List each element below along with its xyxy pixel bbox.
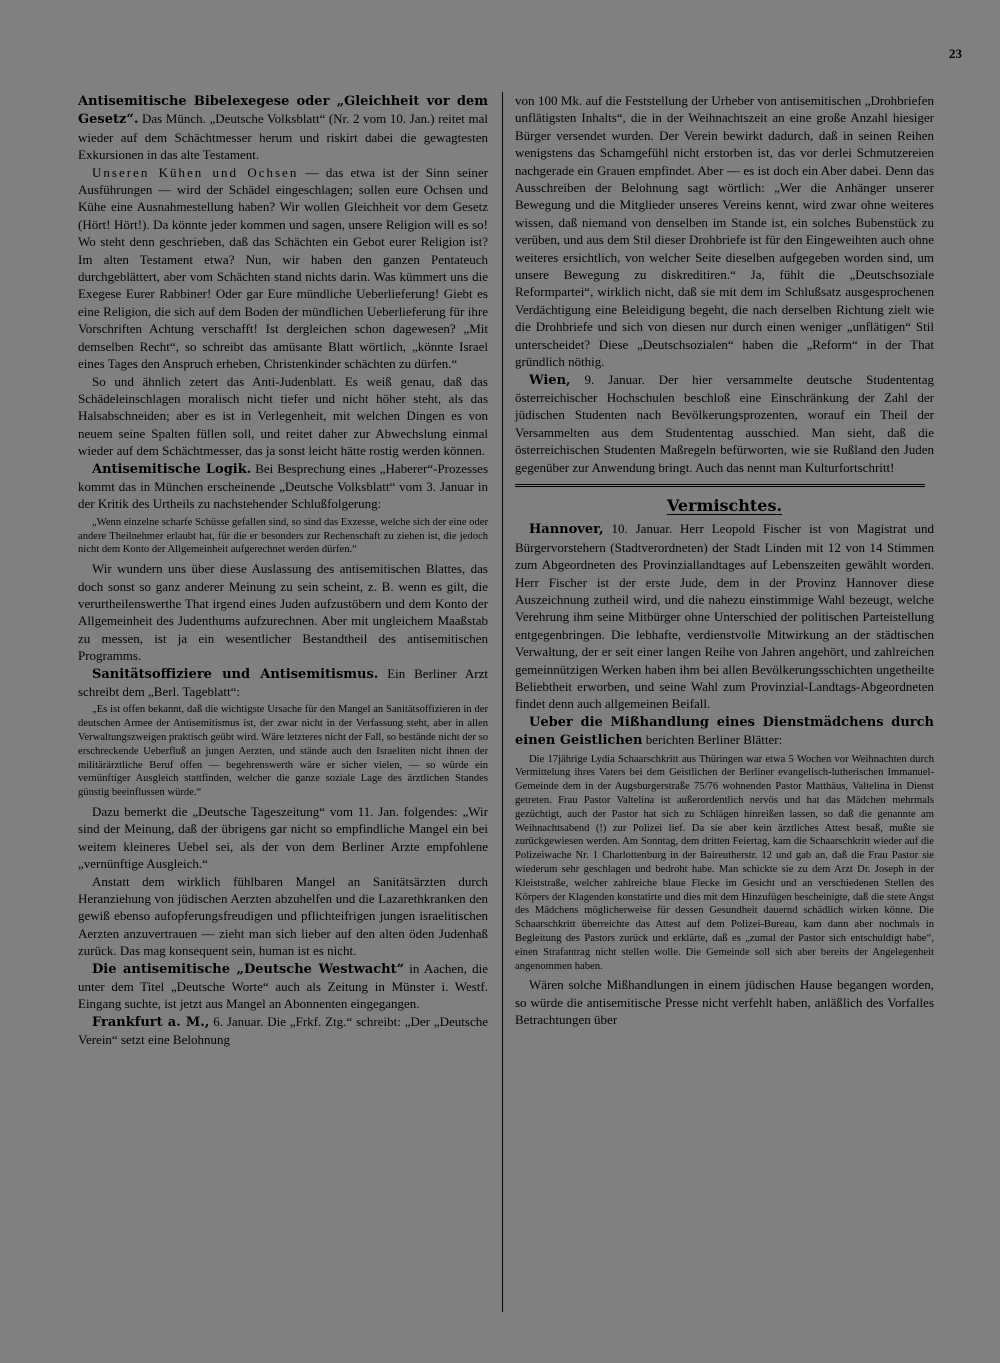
article-text: in Aachen, die unter dem Titel „Deutsche Worte“ auch als Zeitung in Münster i. Westf. Eingang suchte, ist jetzt aus Mangel an Abonnenten eingegangen.	[78, 960, 488, 1012]
section-title: Vermischtes.	[666, 495, 783, 515]
article-heading: Hannover,	[529, 522, 604, 538]
article-heading: Die antisemitische „Deutsche Westwacht“	[92, 961, 405, 977]
section-divider	[515, 484, 925, 487]
article-heading: Ueber die Mißhandlung eines Dienstmädchens durch einen Geistlichen	[515, 714, 934, 749]
article-hannover	[515, 520, 934, 712]
article-bibelexegese	[78, 92, 488, 164]
block-quote: Die 17jährige Lydia Schaarschkritt aus Thüringen war etwa 5 Wochen vor Weihnachten durch Vermittelung ihres Vaters bei dem Geistlichen der Berliner evangelisch-lutherischen Immanuel-Gemeinde dem in der Augsburgerstraße 75/76 wohnenden Pastor Matthäus, Valtelina in Dienst getreten. Frau Pastor Valtelina ist außerordentlich nervös und hat das Mädchen mehrmals gezüchtigt, auch der Pastor hat sich zu Schlägen hinreißen lassen, so daß die genannte am Weihnachtsabend (!) zur Polizei lief. Da sie aber kein ärztliches Attest besaß, mußte sie zurückgewiesen werden. Am Sonntag, dem dritten Feiertag, kam die Schaarschkritt wieder auf die Polizeiwache Nr. 1 Charlottenburg in der Baireutherstr. 12 und gab an, daß die Frau Pastor sie wiederum sehr geschlagen und bedroht habe. Man schickte sie zu dem Arzt Dr. Joseph in der Kleiststraße, welcher zahlreiche blaue Flecke im Gesicht und an verschiedenen Stellen des Körpers der Klagenden konstatirte und dies mit dem Hinzufügen bescheinigte, daß die stete Angst des Mädchens möglicherweise für dessen Gesundheit dauernd schädlich wirken könne. Die Schaarschkritt überreichte das Attest auf dem Polizei-Bureau, kam dann aber nochmals in Begleitung des Pastors zurück und erklärte, daß es „zumal der Pastor sich entschuldigt habe“, einen Strafantrag nicht stellen wolle. Die Gemeinde soll sich aber bereits der Angelegenheit angenommen haben.	[515, 753, 934, 972]
paragraph	[78, 164, 488, 373]
paragraph-lead: Unseren Kühen und Ochsen	[92, 164, 299, 180]
paragraph: von 100 Mk. auf die Feststellung der Urheber von antisemitischen „Drohbriefen unflätigsten Inhalts“, die in der Weihnachtszeit an eine große Anzahl hiesiger Bürger versendet wurden. Der Verein bewirkt dadurch, daß in seinen Reihen wenigstens das Schamgefühl nicht erstorben ist, das vor derlei Schmutzereien nachgerade ein Grauen empfindet. Aber — es ist doch ein Aber dabei. Denn das Ausschreiben der Belohnung sagt wörtlich: „Wer die Anhänger unserer Bewegung und die Mitglieder unseres Vereins kennt, wird zwar ohne weiteres wissen, daß niemand von denselben im Stande ist, ein solches Bubenstück zu verüben, und aus dem Stil dieser Drohbriefe ist für den Eingeweihten auch ohne weiteres ersichtlich, von welcher Seite dieselben aufgegeben worden sind, um unsere Bewegung zu diskreditiren.“ Ja, fühlt die „Deutschsoziale Reformpartei“, wirklich nicht, daß sie mit dem im Schlußsatz ausgesprochenen Verdächtigung eine Beleidigung begeht, die nach derselben Richtung zielt wie die Drohbriefe und sich von diesen nur durch einen weniger „unflätigen“ Stil unterscheidet? Diese „Deutschsozialen“ haben die „Reform“ in der That gründlich nöthig.	[515, 93, 934, 370]
article-text: Ein Berliner Arzt schreibt dem „Berl. Tageblatt“:	[78, 665, 488, 699]
article-heading: Wien,	[529, 372, 571, 388]
article-westwacht	[78, 960, 488, 1013]
block-quote: „Wenn einzelne scharfe Schüsse gefallen sind, so sind das Exzesse, welche sich der eine oder andere Theilnehmer erlaubt hat, für die er besonders zur Rechenschaft zu ziehen ist, die jedoch nicht dem Konto der Allgemeinheit aufgerechnet werden dürfen.“	[78, 516, 488, 556]
left-column	[78, 92, 488, 1049]
right-column	[515, 92, 934, 1029]
article-heading: Antisemitische Logik.	[92, 461, 252, 477]
article-frankfurt	[78, 1013, 488, 1049]
article-heading: Frankfurt a. M.,	[92, 1014, 210, 1030]
article-text: Das Münch. „Deutsche Volksblatt“ (Nr. 2 vom 10. Jan.) reitet mal wieder auf dem Schächtmesser herum und riskirt dabei die gewagtesten Exkursionen in das alte Testament.	[78, 111, 488, 163]
article-heading: Antisemitische Bibelexegese oder „Gleichheit vor dem Gesetz“.	[78, 94, 488, 128]
article-text: berichten Berliner Blätter:	[642, 732, 783, 748]
column-divider	[502, 92, 503, 1312]
article-wien	[515, 371, 934, 476]
paragraph-text: — das etwa ist der Sinn seiner Ausführungen — wird der Schädel eingeschlagen; sollen eure Ochsen und Kühe eine Ausnahmestellung haben? Wir wollen Gleichheit vor dem Gesetz (Hört! Hört!). Da könnte jeder kommen und sagen, unsere Religion will es so! Wo steht denn geschrieben, daß das Schächten ein Gebot eurer Religion ist? Im alten Testament etwa? Nun, wir haben den ganzen Pentateuch durchgeblättert, aber vom Schächten stand nichts darin. Was kümmert uns die Exegese Eurer Rabbiner! Oder gar Eure mündliche Ueberlieferung! Giebt es eine Religion, die sich auf dem Boden der mündlichen Ueberlieferung für ihre Vorschriften Achtung verschafft! Ist dergleichen schon dagewesen? „Mit demselben Recht“, so schreibt das amüsante Blatt wörtlich, „könnte Israel eines Tages den Anspruch erheben, Christenkinder schächten zu dürfen.“	[78, 164, 488, 372]
paragraph: Anstatt dem wirklich fühlbaren Mangel an Sanitätsärzten durch Heranziehung von jüdischen Aerzten abzuhelfen und die Lazarethkranken den gewiß ebenso aufopferungsfreudigen und pflichteifrigen jungen israelitischen Aerzten anzuvertrauen — zieht man sich lieber auf den alten öden Judenhaß zurück. Das mag konsequent sein, human ist es nicht.	[78, 873, 488, 959]
paragraph: Wären solche Mißhandlungen in einem jüdischen Hause begangen worden, so würde die antisemitische Presse nicht verfehlt haben, anläßlich des Vorfalles Betrachtungen über	[515, 977, 934, 1028]
paragraph: Dazu bemerkt die „Deutsche Tageszeitung“ vom 11. Jan. folgendes: „Wir sind der Meinung, daß der übrigens gar nicht so empfindliche Mangel ein bei weitem kleineres Uebel sei, als der von dem Berliner Arzte empfohlene „vernünftige Ausgleich.“	[78, 803, 488, 872]
page-number: 23	[949, 46, 962, 61]
article-text: 6. Januar. Die „Frkf. Ztg.“ schreibt: „Der „Deutsche Verein“ setzt eine Belohnung	[78, 1013, 489, 1048]
block-quote: „Es ist offen bekannt, daß die wichtigste Ursache für den Mangel an Sanitätsoffizieren in der deutschen Armee der Antisemitismus ist, der zwar nicht in der Verfassung steht, aber in allen Verwaltungszweigen praktisch geübt wird. Wäre letzteres nicht der Fall, so bestände nicht der so erschreckende Ueberfluß an jungen Aerzten, und stände auch den Israeliten nicht ihnen der militärärztliche Beruf offen — begehrenswerth wäre er sicher vielen, — so würde ein vernünftiger Ausgleich stattfinden, welcher die ganze soziale Lage des ärztlichen Standes günstig beeinflussen würde.“	[78, 704, 488, 799]
article-sanitaetsoffiziere	[78, 665, 488, 701]
article-text: Bei Besprechung eines „Haberer“-Prozesses kommt das in München erscheinende „Deutsche Volksblatt“ vom 3. Januar in der Kritik des Urtheils zu nachstehender Schlußfolgerung:	[78, 460, 488, 512]
article-logik	[78, 460, 488, 513]
article-text: 10. Januar. Herr Leopold Fischer ist von Magistrat und Bürgervorstehern (Stadtverordneten) der Stadt Linden mit 12 von 14 Stimmen zum Abgeordneten des Provinziallandtages auf Lebenszeiten gewählt worden. Herr Fischer ist der erste Jude, dem in der Provinz Hannover diese Auszeichnung zutheil wird, und die nahezu einstimmige Wahl bezeugt, welche Verehrung ihm seine Mitbürger ohne Unterschied der politischen Parteistellung entgegenbringen. Die lebhafte, verdienstvolle Mitwirkung an der städtischen Verwaltung, der er seit einer langen Reihe von Jahren angehört, und zahlreichen gemeinnützigen Werken haben ihm bei allen Bevölkerungsschichten ungetheilte Beliebtheit erworben, und seine Wahl zum Provinzial-Landtags-Abgeordneten findet denn auch allgemeinen Beifall.	[515, 521, 934, 712]
article-heading: Sanitätsoffiziere und Antisemitismus.	[92, 666, 379, 682]
paragraph: Wir wundern uns über diese Auslassung des antisemitischen Blattes, das doch sonst so ganz anderer Meinung zu sein scheint, z. B. wenn es gilt, die verurtheilenswerthe That irgend eines Juden aufzustöbern und dem Konto der Allgemeinheit des Judenthums aufzurechnen. Aber mit ungleichem Maaßstab zu messen, ist ja ein wesentlicher Bestandtheil des antisemitischen Programms.	[78, 561, 488, 664]
paragraph: So und ähnlich zetert das Anti-Judenblatt. Es weiß genau, daß das Schädeleinschlagen moralisch nicht tiefer und nicht höher steht, als das Halsabschneiden; aber es ist in Verlegenheit, mit welchen Dingen es von neuem seine Spalten füllen soll, und reitet daher zur Abwechslung einmal wieder auf dem Schächtmesser, das ja sonst leicht hätte rostig werden können.	[78, 373, 488, 459]
article-text: 9. Januar. Der hier versammelte deutsche Studententag österreichischer Hochschulen beschloß eine Einschränkung der Zahl der jüdischen Studenten nach Bevölkerungsprozenten, worauf ein Theil der Versammelten aus dem Studententag ausschied. Man sieht, daß die österreichischen Studenten Maßregeln befürworten, wie sie Rußland den Juden gegenüber zur Anwendung bringt. Auch das nennt man Kulturfortschritt!	[515, 371, 934, 475]
article-misshandlung	[515, 713, 934, 750]
